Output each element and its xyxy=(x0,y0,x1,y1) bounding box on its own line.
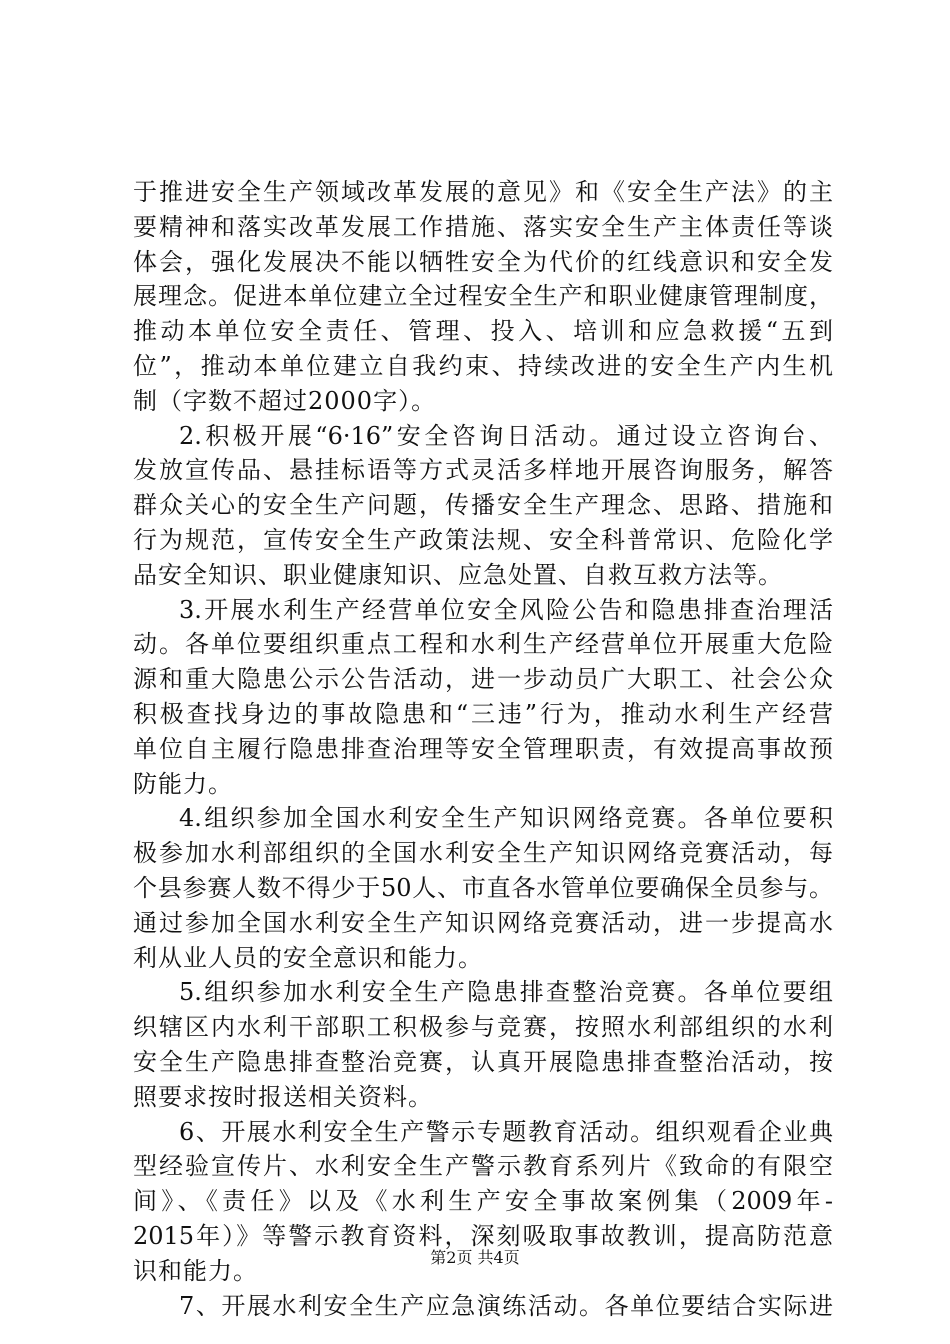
text-line: 发放宣传品、悬挂标语等方式灵活多样地开展咨询服务，解答 xyxy=(133,456,833,485)
text-line: 推动本单位安全责任、管理、投入、培训和应急救援“五到 xyxy=(133,317,833,346)
text-line: 动。各单位要组织重点工程和水利生产经营单位开展重大危险 xyxy=(133,630,833,659)
text-line: 位”，推动本单位建立自我约束、持续改进的安全生产内生机 xyxy=(133,351,833,380)
paragraph-start-line: 5.组织参加水利安全生产隐患排查整治竞赛。各单位要组 xyxy=(179,978,833,1007)
text-line: 安全生产隐患排查整治竞赛，认真开展隐患排查整治活动，按 xyxy=(133,1047,833,1076)
text-line: 积极查找身边的事故隐患和“三违”行为，推动水利生产经营 xyxy=(133,699,833,728)
paragraph-start-line: 3.开展水利生产经营单位安全风险公告和隐患排查治理活 xyxy=(179,595,833,624)
paragraph-start-line: 6、开展水利安全生产警示专题教育活动。组织观看企业典 xyxy=(179,1117,833,1146)
text-line: 群众关心的安全生产问题，传播安全生产理念、思路、措施和 xyxy=(133,491,833,520)
text-line: 织辖区内水利干部职工积极参与竞赛，按照水利部组织的水利 xyxy=(133,1013,833,1042)
text-line: 制（字数不超过2000字）。 xyxy=(133,386,437,415)
paragraph-start-line: 4.组织参加全国水利安全生产知识网络竞赛。各单位要积 xyxy=(179,804,833,833)
text-line: 个县参赛人数不得少于50人、市直各水管单位要确保全员参与。 xyxy=(133,873,833,902)
text-line: 于推进安全生产领域改革发展的意见》和《安全生产法》的主 xyxy=(133,178,833,206)
text-line: 防能力。 xyxy=(133,769,233,798)
text-line: 识和能力。 xyxy=(133,1256,258,1285)
text-line: 2015年）》等警示教育资料，深刻吸取事故教训，提高防范意 xyxy=(133,1221,833,1250)
paragraph-start-line: 7、开展水利安全生产应急演练活动。各单位要结合实际进 xyxy=(179,1291,833,1320)
text-line: 单位自主履行隐患排查治理等安全管理职责，有效提高事故预 xyxy=(133,734,833,763)
text-line: 间》、《责任》以及《水利生产安全事故案例集（2009年- xyxy=(133,1187,833,1216)
text-line: 品安全知识、职业健康知识、应急处置、自救互救方法等。 xyxy=(133,560,783,589)
text-line: 通过参加全国水利安全生产知识网络竞赛活动，进一步提高水 xyxy=(133,908,833,937)
text-line: 利从业人员的安全意识和能力。 xyxy=(133,943,483,972)
text-line: 展理念。促进本单位建立全过程安全生产和职业健康管理制度， xyxy=(133,282,833,311)
paragraph-start-line: 2.积极开展“6·16”安全咨询日活动。通过设立咨询台、 xyxy=(179,421,833,450)
text-line: 照要求按时报送相关资料。 xyxy=(133,1082,433,1111)
text-line: 行为规范，宣传安全生产政策法规、安全科普常识、危险化学 xyxy=(133,525,833,554)
text-line: 源和重大隐患公示公告活动，进一步动员广大职工、社会公众 xyxy=(133,665,833,694)
document-body xyxy=(133,175,833,1323)
text-line: 体会，强化发展决不能以牺牲安全为代价的红线意识和安全发 xyxy=(133,247,833,276)
page-number-footer: 第2页 共4页 xyxy=(430,1248,520,1267)
text-line: 极参加水利部组织的全国水利安全生产知识网络竞赛活动，每 xyxy=(133,839,833,868)
text-line: 型经验宣传片、水利安全生产警示教育系列片《致命的有限空 xyxy=(133,1152,833,1181)
text-line: 要精神和落实改革发展工作措施、落实安全生产主体责任等谈 xyxy=(133,212,833,241)
